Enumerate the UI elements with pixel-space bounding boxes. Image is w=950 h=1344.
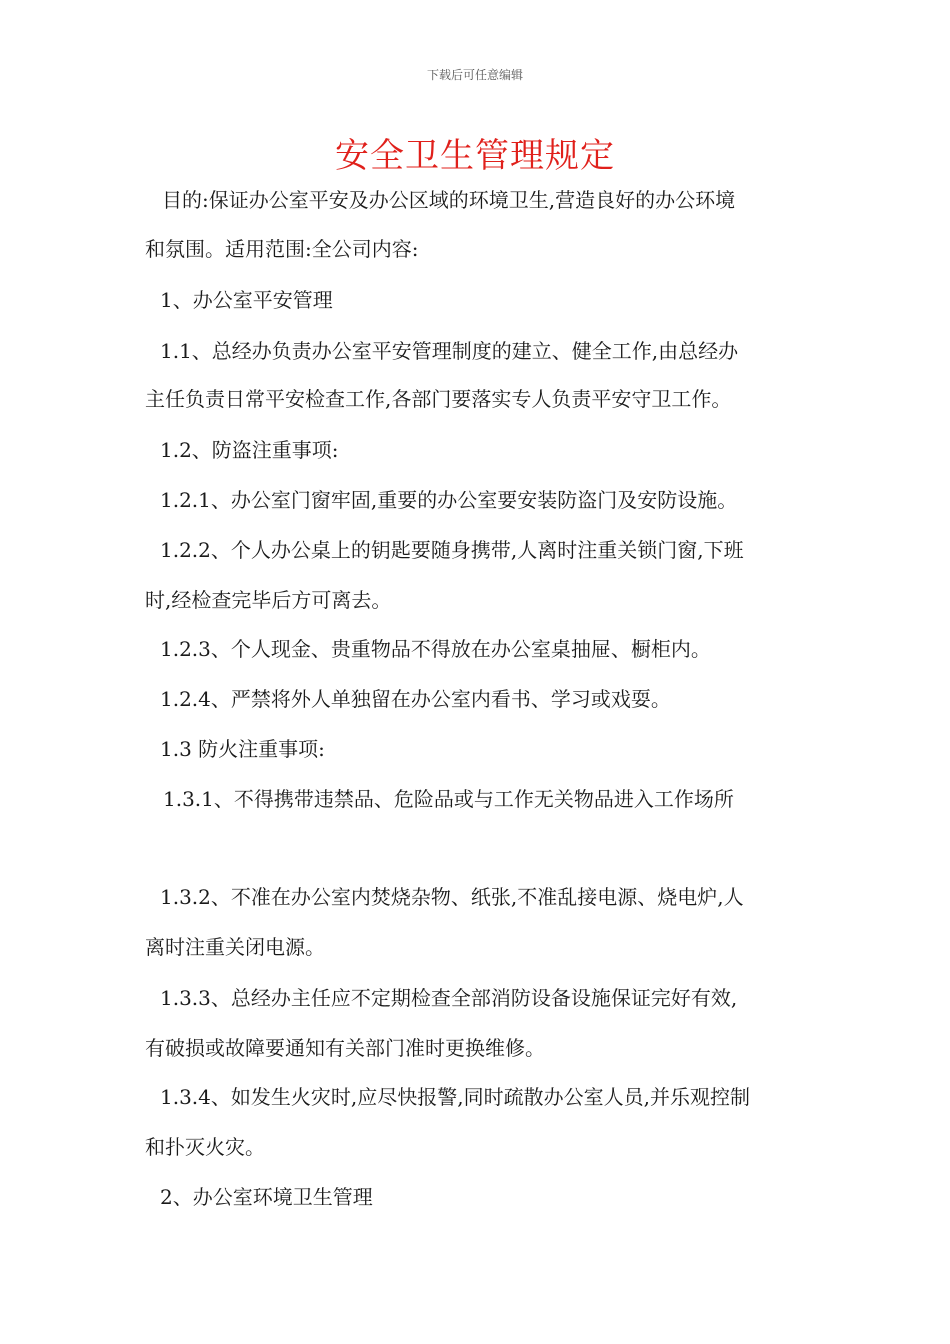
header-note: 下载后可任意编辑	[426, 68, 523, 82]
document-title: 安全卫生管理规定	[335, 136, 615, 176]
section-heading: 1、办公室平安管理	[160, 288, 333, 312]
paragraph-line: 1.3.1、不得携带违禁品、危险品或与工作无关物品进入工作场所	[163, 787, 734, 811]
paragraph-line: 目的:保证办公室平安及办公区域的环境卫生,营造良好的办公环境	[162, 188, 736, 212]
paragraph-line: 有破损或故障要通知有关部门准时更换维修。	[145, 1036, 545, 1060]
paragraph-line: 1.2.3、个人现金、贵重物品不得放在办公室桌抽屉、橱柜内。	[160, 637, 711, 661]
subsection-heading: 1.3 防火注重事项:	[160, 737, 325, 761]
paragraph-line: 和氛围。适用范围:全公司内容:	[145, 237, 419, 261]
paragraph-line: 1.1、总经办负责办公室平安管理制度的建立、健全工作,由总经办	[160, 339, 739, 363]
paragraph-line: 1.2.2、个人办公桌上的钥匙要随身携带,人离时注重关锁门窗,下班	[160, 538, 744, 562]
paragraph-line: 1.3.2、不准在办公室内焚烧杂物、纸张,不准乱接电源、烧电炉,人	[160, 885, 744, 909]
paragraph-line: 和扑灭火灾。	[145, 1135, 265, 1159]
paragraph-line: 1.3.4、如发生火灾时,应尽快报警,同时疏散办公室人员,并乐观控制	[160, 1085, 750, 1109]
paragraph-line: 离时注重关闭电源。	[145, 935, 325, 959]
paragraph-line: 1.3.3、总经办主任应不定期检查全部消防设备设施保证完好有效,	[160, 986, 738, 1010]
paragraph-line: 时,经检查完毕后方可离去。	[145, 588, 392, 612]
paragraph-line: 主任负责日常平安检查工作,各部门要落实专人负责平安守卫工作。	[145, 387, 732, 411]
subsection-heading: 1.2、防盗注重事项:	[160, 438, 339, 462]
paragraph-line: 1.2.1、办公室门窗牢固,重要的办公室要安装防盗门及安防设施。	[160, 488, 738, 512]
paragraph-line: 1.2.4、严禁将外人单独留在办公室内看书、学习或戏耍。	[160, 687, 671, 711]
section-heading: 2、办公室环境卫生管理	[160, 1185, 373, 1209]
